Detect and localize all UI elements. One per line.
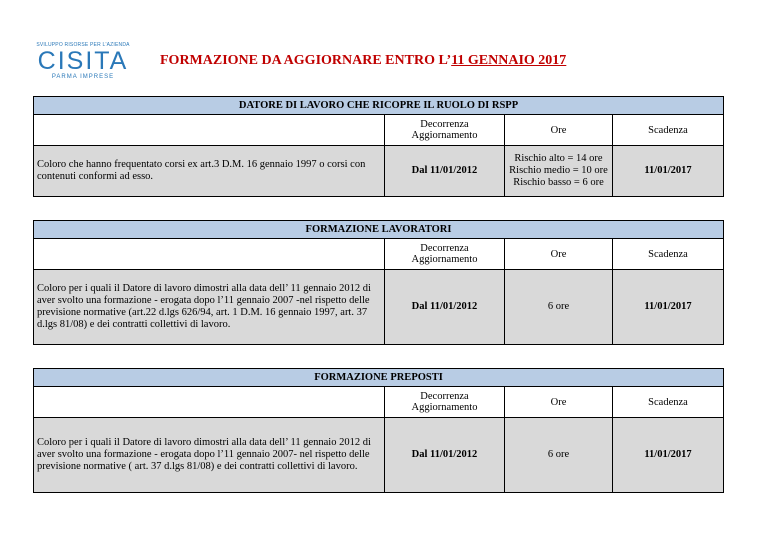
logo-name: CISITA [37,47,129,75]
row-scadenza: 11/01/2017 [613,146,724,197]
row-ore [505,146,613,197]
header-ore: Ore [505,115,613,146]
logo-subline: PARMA IMPRESE [51,74,115,80]
row-description: Coloro per i quali il Datore di lavoro dimostri alla data dell’ 11 gennaio 2012 di aver svolto una formazione - erogata dopo l’11 gennaio 2007- nel rispetto delle previsione normative ( art. 37 d.lgs 81/08) e dei contratti collettivi di lavoro. [34,418,385,493]
section-title: DATORE DI LAVORO CHE RICOPRE IL RUOLO DI RSPP [34,97,724,115]
section-title: FORMAZIONE LAVORATORI [34,221,724,239]
row-decorrenza: Dal 11/01/2012 [385,146,505,197]
cisita-logo [33,42,133,80]
page-title [160,53,566,69]
header-ore: Ore [505,387,613,418]
section-preposti [33,368,724,493]
page-title-date: 11 GENNAIO 2017 [451,53,567,68]
header-scadenza: Scadenza [613,115,724,146]
header-scadenza: Scadenza [613,239,724,270]
header-blank [34,387,385,418]
header-decorrenza: Decorrenza Aggiornamento [385,115,505,146]
section-title: FORMAZIONE PREPOSTI [34,369,724,387]
ore-line-basso: Rischio basso = 6 ore [513,177,604,188]
row-decorrenza: Dal 11/01/2012 [385,418,505,493]
section-rspp [33,96,724,197]
section-lavoratori [33,220,724,345]
row-scadenza: 11/01/2017 [613,270,724,345]
header-blank [34,239,385,270]
header-ore: Ore [505,239,613,270]
header-scadenza: Scadenza [613,387,724,418]
header-blank [34,115,385,146]
ore-line-medio: Rischio medio = 10 ore [509,165,608,176]
row-scadenza: 11/01/2017 [613,418,724,493]
row-decorrenza: Dal 11/01/2012 [385,270,505,345]
page-title-prefix: FORMAZIONE DA AGGIORNARE ENTRO L’ [160,53,452,68]
header-decorrenza: Decorrenza Aggiornamento [385,387,505,418]
header-decorrenza: Decorrenza Aggiornamento [385,239,505,270]
row-ore: 6 ore [505,270,613,345]
row-description: Coloro che hanno frequentato corsi ex art.3 D.M. 16 gennaio 1997 o corsi con contenuti conformi ad esso. [34,146,385,197]
row-ore: 6 ore [505,418,613,493]
ore-line-alto: Rischio alto = 14 ore [514,153,603,164]
row-description: Coloro per i quali il Datore di lavoro dimostri alla data dell’ 11 gennaio 2012 di aver svolto una formazione - erogata dopo l’11 gennaio 2007 -nel rispetto delle previsione normative (art.22 d.lgs 626/94, art. 1 D.M. 16 gennaio 1997, art. 37 d.lgs 81/08) e dei contratti collettivi di lavoro. [34,270,385,345]
logo-tagline: SVILUPPO RISORSE PER L'AZIENDA [36,42,130,48]
